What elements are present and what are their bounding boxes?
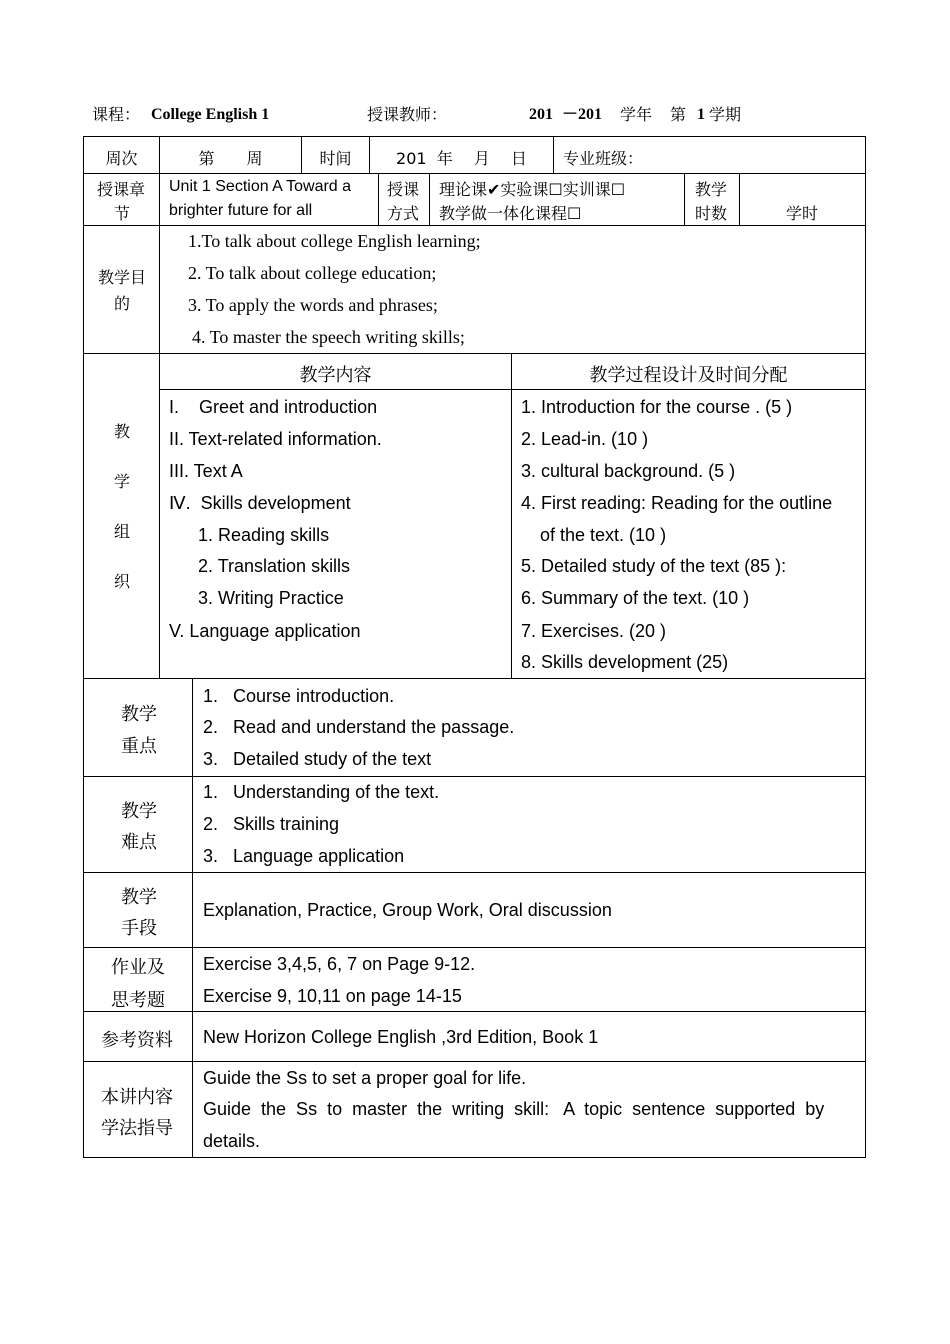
process-item: 4. First reading: Reading for the outline [521,493,833,513]
table-border-bottom [83,1157,866,1158]
references-value: New Horizon College English ,3rd Edition, Book 1 [203,1027,599,1047]
process-item: 3. cultural background. (5 ) [521,461,736,481]
process-item: 2. Lead-in. (10 ) [521,429,649,449]
process-item: of the text. (10 ) [540,525,667,545]
course-label: 课程： [92,105,141,124]
year-start: 201 [529,106,553,123]
content-item: Ⅳ. Skills development [169,493,351,513]
guidance-label: 学法指导 [101,1118,173,1139]
mode-value: 教学做一体化课程☐ [439,204,582,223]
key-point-item: 1. Course introduction. [203,686,395,706]
objectives-label: 教学目 [98,268,147,287]
column-divider [159,225,160,678]
column-divider [684,173,685,225]
difficulty-item: 3. Language application [203,846,405,866]
methods-label: 手段 [121,918,157,939]
column-divider [429,173,430,225]
objectives-label: 的 [114,294,131,313]
hours-value: 学时 [786,204,819,223]
process-header: 教学过程设计及时间分配 [589,365,788,386]
row-divider [83,872,866,873]
content-item: 2. Translation skills [198,556,351,576]
hours-label: 教学 [695,180,728,199]
organization-label-char: 组 [114,522,131,541]
row-divider [159,389,866,390]
content-item: V. Language application [169,621,361,641]
year-end: －201 [562,106,603,123]
guidance-label: 本讲内容 [101,1087,173,1108]
teacher-label: 授课教师： [367,105,448,124]
homework-label: 作业及 [111,957,165,978]
time-label: 时间 [319,149,352,168]
row-divider [83,947,866,948]
row-divider [83,353,866,354]
homework-label: 思考题 [111,990,165,1011]
process-item: 5. Detailed study of the text (85 ): [521,556,787,576]
methods-label: 教学 [121,887,157,908]
organization-label-char: 织 [114,572,131,591]
chapter-label: 节 [114,204,131,223]
objective-item: 4. To master the speech writing skills; [192,327,465,347]
organization-label-char: 学 [114,472,131,491]
column-divider [192,678,193,1157]
column-divider [553,136,554,173]
row-divider [83,1011,866,1012]
column-divider [378,173,379,225]
term-prefix: 第 [670,105,687,124]
term-suffix: 学期 [709,105,742,124]
class-label: 专业班级： [563,149,644,168]
content-item: III. Text A [169,461,243,481]
process-item: 6. Summary of the text. (10 ) [521,588,750,608]
table-border-right [865,136,866,1157]
year-suffix: 学年 [620,105,653,124]
difficulty-item: 2. Skills training [203,814,340,834]
guidance-line: details. [203,1131,261,1151]
objective-item: 1.To talk about college English learning; [188,231,481,251]
row-divider [83,776,866,777]
table-border-left [83,136,84,1157]
difficulty-item: 1. Understanding of the text. [203,782,440,802]
week-label: 周次 [105,149,138,168]
process-item: 1. Introduction for the course . (5 ) [521,397,793,417]
row-divider [83,173,866,174]
homework-item: Exercise 3,4,5, 6, 7 on Page 9-12. [203,954,476,974]
content-item: 1. Reading skills [198,525,330,545]
guidance-line: Guide the Ss to master the writing skill: A topic sentence supported by [203,1099,825,1119]
chapter-value: brighter future for all [169,202,313,219]
content-item: I. Greet and introduction [169,397,378,417]
process-item: 8. Skills development (25) [521,652,729,672]
column-divider [159,173,160,225]
methods-value: Explanation, Practice, Group Work, Oral discussion [203,900,612,920]
homework-item: Exercise 9, 10,11 on page 14-15 [203,986,462,1006]
time-value: 201 年 月 日 [396,149,527,168]
mode-label: 方式 [387,204,420,223]
key-point-item: 3. Detailed study of the text [203,749,432,769]
column-divider [511,353,512,678]
chapter-label: 授课章 [97,180,146,199]
difficulties-label: 难点 [121,832,157,853]
key-points-label: 教学 [121,704,157,725]
references-label: 参考资料 [101,1030,173,1051]
guidance-line: Guide the Ss to set a proper goal for life. [203,1068,527,1088]
mode-label: 授课 [387,180,420,199]
table-border-top [83,136,866,137]
content-header: 教学内容 [299,365,372,386]
term-number: 1 [697,106,705,123]
objective-item: 2. To talk about college education; [188,263,437,283]
week-value: 第 周 [198,149,263,168]
hours-label: 时数 [695,204,728,223]
process-item: 7. Exercises. (20 ) [521,621,667,641]
key-points-label: 重点 [121,736,157,757]
content-item: II. Text-related information. [169,429,382,449]
organization-label-char: 教 [114,422,131,441]
difficulties-label: 教学 [121,801,157,822]
key-point-item: 2. Read and understand the passage. [203,717,515,737]
content-item: 3. Writing Practice [198,588,344,608]
column-divider [739,173,740,225]
row-divider [83,678,866,679]
chapter-value: Unit 1 Section A Toward a [169,178,352,195]
row-divider [83,1061,866,1062]
row-divider [83,225,866,226]
mode-value: 理论课✔实验课☐实训课☐ [439,180,626,199]
course-name: College English 1 [151,106,270,123]
objective-item: 3. To apply the words and phrases; [188,295,438,315]
